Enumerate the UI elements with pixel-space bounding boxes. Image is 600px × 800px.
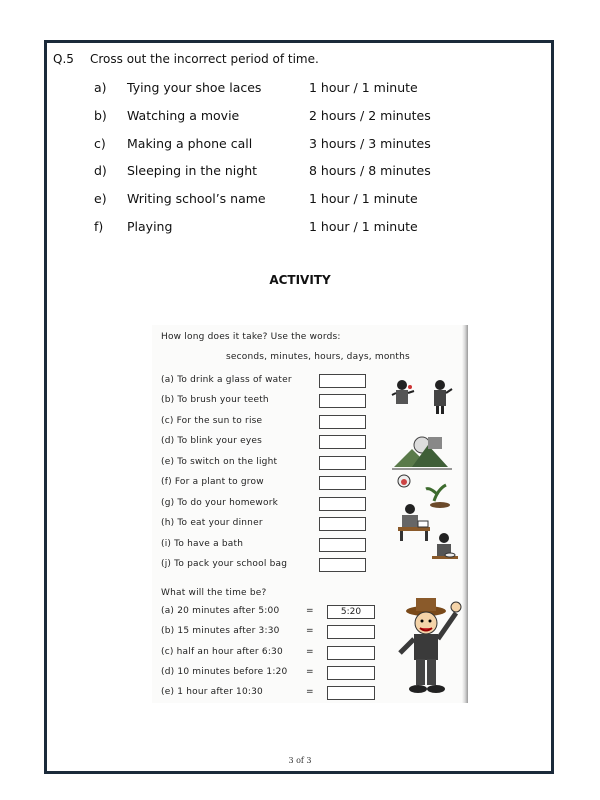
item-task: Watching a movie [127, 108, 240, 123]
activity-title: ACTIVITY [269, 273, 331, 287]
answer-box[interactable] [319, 538, 366, 552]
time-answer-box[interactable]: 5:20 [327, 605, 375, 619]
item-task: Making a phone call [127, 136, 253, 151]
question-number: Q.5 [53, 52, 74, 66]
item-options[interactable]: 2 hours / 2 minutes [309, 108, 431, 123]
task-line: (f) For a plant to grow [161, 477, 264, 487]
time-item: (b) 15 minutes after 3:30 [161, 626, 280, 636]
task-line: (a) To drink a glass of water [161, 375, 292, 385]
time-answer-box[interactable] [327, 625, 375, 639]
answer-box[interactable] [319, 476, 366, 490]
children-drinking-brushing-illustration [388, 377, 458, 417]
time-answer-box[interactable] [327, 646, 375, 660]
question-text: Cross out the incorrect period of time. [90, 52, 319, 66]
equals-sign: = [306, 606, 314, 616]
time-item: (d) 10 minutes before 1:20 [161, 667, 288, 677]
task-line: (b) To brush your teeth [161, 395, 269, 405]
activity-worksheet-scan [152, 325, 468, 703]
time-question: What will the time be? [161, 588, 267, 598]
time-item: (c) half an hour after 6:30 [161, 647, 283, 657]
time-item: (a) 20 minutes after 5:00 [161, 606, 280, 616]
answer-box[interactable] [319, 374, 366, 388]
item-options[interactable]: 8 hours / 8 minutes [309, 163, 431, 178]
item-task: Playing [127, 219, 173, 234]
answer-box[interactable] [319, 558, 366, 572]
item-letter: e) [94, 191, 107, 206]
activity-words: seconds, minutes, hours, days, months [226, 352, 410, 362]
item-options[interactable]: 1 hour / 1 minute [309, 191, 418, 206]
item-task: Tying your shoe laces [127, 80, 262, 95]
item-letter: b) [94, 108, 107, 123]
dinner-child-illustration [430, 530, 460, 570]
task-line: (c) For the sun to rise [161, 416, 263, 426]
equals-sign: = [306, 667, 314, 677]
task-line: (j) To pack your school bag [161, 559, 288, 569]
time-answer-box[interactable] [327, 666, 375, 680]
task-line: (g) To do your homework [161, 498, 279, 508]
task-line: (d) To blink your eyes [161, 436, 263, 446]
answer-box[interactable] [319, 456, 366, 470]
item-options[interactable]: 1 hour / 1 minute [309, 219, 418, 234]
item-letter: c) [94, 136, 106, 151]
question-heading [53, 52, 319, 66]
task-line: (e) To switch on the light [161, 457, 278, 467]
item-task: Writing school’s name [127, 191, 266, 206]
equals-sign: = [306, 647, 314, 657]
item-letter: d) [94, 163, 107, 178]
answer-box[interactable] [319, 497, 366, 511]
item-task: Sleeping in the night [127, 163, 258, 178]
answer-box[interactable] [319, 517, 366, 531]
answer-box[interactable] [319, 394, 366, 408]
equals-sign: = [306, 626, 314, 636]
activity-instruction: How long does it take? Use the words: [161, 332, 341, 342]
time-answer-box[interactable] [327, 686, 375, 700]
sunrise-house-illustration [392, 427, 452, 472]
item-letter: f) [94, 219, 104, 234]
task-line: (i) To have a bath [161, 539, 244, 549]
answer-box[interactable] [319, 415, 366, 429]
item-options[interactable]: 3 hours / 3 minutes [309, 136, 431, 151]
page-footer: 3 of 3 [288, 756, 312, 765]
cartoon-boy-illustration [392, 593, 470, 703]
task-line: (h) To eat your dinner [161, 518, 263, 528]
item-options[interactable]: 1 hour / 1 minute [309, 80, 418, 95]
answer-box[interactable] [319, 435, 366, 449]
time-item: (e) 1 hour after 10:30 [161, 687, 263, 697]
equals-sign: = [306, 687, 314, 697]
item-letter: a) [94, 80, 107, 95]
